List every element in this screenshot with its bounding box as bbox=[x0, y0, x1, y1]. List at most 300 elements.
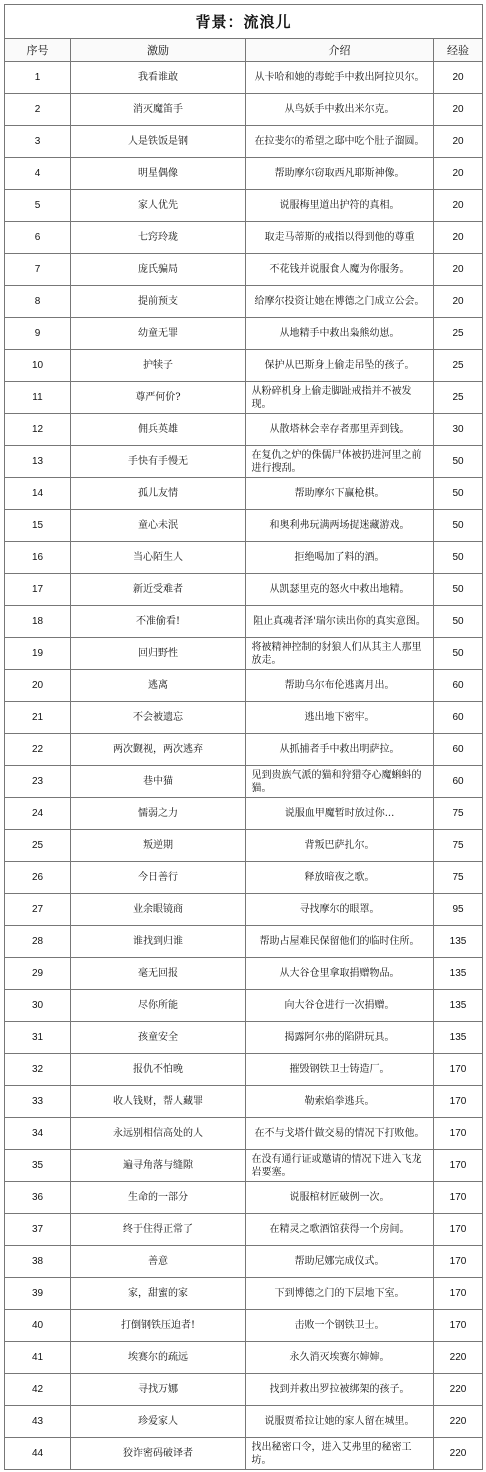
row-xp-cell bbox=[434, 958, 483, 990]
table-row bbox=[5, 510, 483, 542]
row-index: 20 bbox=[31, 680, 44, 691]
row-desc: 从地精手中救出枭熊幼崽。 bbox=[279, 328, 400, 339]
row-desc: 下到博德之门的下层地下室。 bbox=[274, 1288, 405, 1299]
row-xp: 170 bbox=[449, 1256, 467, 1267]
row-xp: 50 bbox=[452, 520, 464, 531]
row-name: 逃离 bbox=[148, 680, 168, 691]
row-name: 回归野性 bbox=[138, 648, 178, 659]
row-xp: 50 bbox=[452, 648, 464, 659]
row-xp-cell bbox=[434, 862, 483, 894]
row-name-cell bbox=[71, 798, 246, 830]
row-index-cell bbox=[5, 542, 71, 574]
row-name: 永远别相信高处的人 bbox=[113, 1128, 203, 1139]
table-row bbox=[5, 766, 483, 798]
row-name: 幼童无罪 bbox=[138, 328, 178, 339]
row-index-cell bbox=[5, 510, 71, 542]
header-name: 激励 bbox=[71, 39, 246, 62]
row-name: 毫无回报 bbox=[138, 968, 178, 979]
row-xp: 135 bbox=[449, 1000, 467, 1011]
row-xp: 220 bbox=[449, 1416, 467, 1427]
row-xp: 20 bbox=[452, 296, 464, 307]
row-desc: 从大谷仓里拿取捐赠物品。 bbox=[279, 968, 400, 979]
row-desc: 帮助乌尔布伦逃离月出。 bbox=[284, 680, 395, 691]
row-xp-cell bbox=[434, 62, 483, 94]
row-index: 29 bbox=[31, 968, 44, 979]
row-xp-cell bbox=[434, 190, 483, 222]
row-xp: 75 bbox=[452, 840, 464, 851]
row-index: 21 bbox=[31, 712, 44, 723]
row-xp: 50 bbox=[452, 616, 464, 627]
table-row bbox=[5, 1214, 483, 1246]
row-name: 不会被遗忘 bbox=[133, 712, 183, 723]
row-xp-cell bbox=[434, 1182, 483, 1214]
row-desc-cell bbox=[246, 1118, 434, 1150]
row-name: 家人优先 bbox=[138, 200, 178, 211]
row-name-cell bbox=[71, 382, 246, 414]
row-name-cell bbox=[71, 1438, 246, 1470]
row-index-cell bbox=[5, 894, 71, 926]
row-desc-cell bbox=[246, 862, 434, 894]
row-xp: 20 bbox=[452, 168, 464, 179]
row-desc: 说服梅里道出护符的真相。 bbox=[279, 200, 400, 211]
row-name: 明星偶像 bbox=[138, 168, 178, 179]
row-index-cell bbox=[5, 254, 71, 286]
row-index: 4 bbox=[34, 168, 41, 179]
row-desc-cell bbox=[246, 510, 434, 542]
table-row bbox=[5, 1182, 483, 1214]
row-xp: 75 bbox=[452, 808, 464, 819]
row-name: 终于住得正常了 bbox=[123, 1224, 193, 1235]
row-xp: 220 bbox=[449, 1448, 467, 1459]
row-name-cell bbox=[71, 606, 246, 638]
row-xp: 60 bbox=[452, 776, 464, 787]
row-name: 庞氏骗局 bbox=[138, 264, 178, 275]
row-xp: 20 bbox=[452, 200, 464, 211]
row-index-cell bbox=[5, 798, 71, 830]
row-index-cell bbox=[5, 382, 71, 414]
row-name-cell bbox=[71, 1022, 246, 1054]
row-desc-cell bbox=[246, 286, 434, 318]
table-row bbox=[5, 222, 483, 254]
row-xp-cell bbox=[434, 606, 483, 638]
row-name: 提前预支 bbox=[138, 296, 178, 307]
table-row bbox=[5, 382, 483, 414]
row-name: 七窍玲珑 bbox=[138, 232, 178, 243]
row-name-cell bbox=[71, 1214, 246, 1246]
row-index: 28 bbox=[31, 936, 44, 947]
row-xp-cell bbox=[434, 254, 483, 286]
row-index: 12 bbox=[31, 424, 44, 435]
row-name-cell bbox=[71, 1150, 246, 1182]
row-name-cell bbox=[71, 926, 246, 958]
row-index-cell bbox=[5, 638, 71, 670]
row-index: 27 bbox=[31, 904, 44, 915]
row-xp-cell bbox=[434, 94, 483, 126]
table-row bbox=[5, 94, 483, 126]
row-desc: 寻找摩尔的眼罩。 bbox=[299, 904, 380, 915]
row-xp: 25 bbox=[452, 360, 464, 371]
row-index: 37 bbox=[31, 1224, 44, 1235]
row-name: 佣兵英雄 bbox=[138, 424, 178, 435]
row-name: 我看谁敢 bbox=[138, 72, 178, 83]
row-index-cell bbox=[5, 126, 71, 158]
row-name: 遍寻角落与缝隙 bbox=[123, 1160, 193, 1171]
row-xp: 95 bbox=[452, 904, 464, 915]
row-name-cell bbox=[71, 1342, 246, 1374]
row-name-cell bbox=[71, 894, 246, 926]
row-desc-cell bbox=[246, 1022, 434, 1054]
table-row bbox=[5, 1406, 483, 1438]
row-xp-cell bbox=[434, 510, 483, 542]
row-desc: 帮助摩尔窃取西凡耶斯神像。 bbox=[274, 168, 405, 179]
table-row bbox=[5, 414, 483, 446]
row-xp-cell bbox=[434, 1438, 483, 1470]
row-desc: 给摩尔投资让她在博德之门成立公会。 bbox=[254, 296, 425, 307]
row-desc: 从散塔林会幸存者那里弄到钱。 bbox=[269, 424, 410, 435]
achievement-sheet bbox=[4, 4, 482, 1470]
table-row bbox=[5, 1054, 483, 1086]
row-xp-cell bbox=[434, 478, 483, 510]
row-desc-cell bbox=[246, 542, 434, 574]
title-row bbox=[5, 5, 483, 39]
row-desc: 说服贾希拉让她的家人留在城里。 bbox=[264, 1416, 415, 1427]
row-xp-cell bbox=[434, 1342, 483, 1374]
row-index: 9 bbox=[34, 328, 41, 339]
row-xp-cell bbox=[434, 286, 483, 318]
table-row bbox=[5, 158, 483, 190]
row-xp: 220 bbox=[449, 1352, 467, 1363]
row-index: 22 bbox=[31, 744, 44, 755]
row-index-cell bbox=[5, 1118, 71, 1150]
row-index-cell bbox=[5, 1150, 71, 1182]
row-xp-cell bbox=[434, 670, 483, 702]
row-desc-cell bbox=[246, 1182, 434, 1214]
row-xp-cell bbox=[434, 1278, 483, 1310]
row-name-cell bbox=[71, 734, 246, 766]
row-index-cell bbox=[5, 414, 71, 446]
row-xp: 135 bbox=[449, 1032, 467, 1043]
row-xp-cell bbox=[434, 1246, 483, 1278]
row-name-cell bbox=[71, 1406, 246, 1438]
row-index-cell bbox=[5, 62, 71, 94]
row-name: 护犊子 bbox=[143, 360, 173, 371]
row-xp: 170 bbox=[449, 1192, 467, 1203]
row-desc: 帮助摩尔下赢枪棋。 bbox=[294, 488, 385, 499]
table-row bbox=[5, 190, 483, 222]
table-row bbox=[5, 254, 483, 286]
table-row bbox=[5, 702, 483, 734]
row-index: 16 bbox=[31, 552, 44, 563]
row-index-cell bbox=[5, 862, 71, 894]
table-row bbox=[5, 1022, 483, 1054]
row-xp-cell bbox=[434, 350, 483, 382]
table-row bbox=[5, 638, 483, 670]
row-xp: 20 bbox=[452, 264, 464, 275]
row-xp-cell bbox=[434, 222, 483, 254]
row-index-cell bbox=[5, 702, 71, 734]
row-xp: 170 bbox=[449, 1320, 467, 1331]
row-desc-cell bbox=[246, 318, 434, 350]
row-xp-cell bbox=[434, 1214, 483, 1246]
row-xp: 20 bbox=[452, 72, 464, 83]
achievement-table bbox=[4, 4, 483, 1470]
header-xp: 经验 bbox=[434, 39, 483, 62]
row-xp: 25 bbox=[452, 392, 464, 403]
row-index: 24 bbox=[31, 808, 44, 819]
row-index: 17 bbox=[31, 584, 44, 595]
row-index: 25 bbox=[31, 840, 44, 851]
row-desc-cell bbox=[246, 1310, 434, 1342]
row-name: 收人钱财，帮人藏罪 bbox=[113, 1096, 203, 1107]
row-xp: 170 bbox=[449, 1288, 467, 1299]
row-desc-cell bbox=[246, 1150, 434, 1182]
row-xp: 50 bbox=[452, 488, 464, 499]
row-name-cell bbox=[71, 990, 246, 1022]
row-xp: 20 bbox=[452, 232, 464, 243]
row-index: 19 bbox=[31, 648, 44, 659]
table-row bbox=[5, 1086, 483, 1118]
row-name: 孤儿友情 bbox=[138, 488, 178, 499]
row-name-cell bbox=[71, 1086, 246, 1118]
table-row bbox=[5, 1150, 483, 1182]
row-index-cell bbox=[5, 1310, 71, 1342]
table-row bbox=[5, 318, 483, 350]
row-name: 懦弱之力 bbox=[138, 808, 178, 819]
row-desc-cell bbox=[246, 926, 434, 958]
row-xp: 50 bbox=[452, 584, 464, 595]
row-index: 7 bbox=[34, 264, 41, 275]
row-name-cell bbox=[71, 1118, 246, 1150]
row-desc: 在精灵之歌酒馆获得一个房间。 bbox=[269, 1224, 410, 1235]
row-xp-cell bbox=[434, 126, 483, 158]
row-name: 今日善行 bbox=[138, 872, 178, 883]
row-xp-cell bbox=[434, 766, 483, 798]
row-xp-cell bbox=[434, 446, 483, 478]
row-xp-cell bbox=[434, 414, 483, 446]
row-index-cell bbox=[5, 94, 71, 126]
row-desc: 在不与戈塔什做交易的情况下打败他。 bbox=[254, 1128, 425, 1139]
row-name-cell bbox=[71, 222, 246, 254]
table-row bbox=[5, 734, 483, 766]
row-index: 41 bbox=[31, 1352, 44, 1363]
row-index: 14 bbox=[31, 488, 44, 499]
row-desc: 在复仇之炉的侏儒尸体被扔进河里之前进行搜刮。 bbox=[251, 449, 422, 474]
row-index-cell bbox=[5, 1246, 71, 1278]
row-xp-cell bbox=[434, 638, 483, 670]
row-desc-cell bbox=[246, 670, 434, 702]
row-xp-cell bbox=[434, 1118, 483, 1150]
table-row bbox=[5, 1342, 483, 1374]
row-name: 消灭魔笛手 bbox=[133, 104, 183, 115]
row-index: 40 bbox=[31, 1320, 44, 1331]
row-desc-cell bbox=[246, 798, 434, 830]
row-name-cell bbox=[71, 1278, 246, 1310]
row-desc: 说服棺材匠破例一次。 bbox=[289, 1192, 390, 1203]
row-desc-cell bbox=[246, 158, 434, 190]
row-index-cell bbox=[5, 1342, 71, 1374]
row-name-cell bbox=[71, 62, 246, 94]
row-desc-cell bbox=[246, 1086, 434, 1118]
row-index: 13 bbox=[31, 456, 44, 467]
row-xp: 20 bbox=[452, 104, 464, 115]
table-row bbox=[5, 926, 483, 958]
row-index-cell bbox=[5, 1438, 71, 1470]
table-row bbox=[5, 1278, 483, 1310]
header-row bbox=[5, 39, 483, 62]
table-row bbox=[5, 286, 483, 318]
row-desc: 和奥利弗玩满两场捉迷藏游戏。 bbox=[269, 520, 410, 531]
row-index: 32 bbox=[31, 1064, 44, 1075]
row-index-cell bbox=[5, 286, 71, 318]
row-name-cell bbox=[71, 1182, 246, 1214]
row-xp: 60 bbox=[452, 680, 464, 691]
row-desc-cell bbox=[246, 1278, 434, 1310]
row-desc: 找出秘密口令，进入艾弗里的秘密工坊。 bbox=[251, 1441, 412, 1466]
row-xp-cell bbox=[434, 990, 483, 1022]
row-xp: 170 bbox=[449, 1160, 467, 1171]
row-name: 尊严何价? bbox=[135, 392, 181, 403]
row-desc: 向大谷仓进行一次捐赠。 bbox=[284, 1000, 395, 1011]
row-desc-cell bbox=[246, 1214, 434, 1246]
row-desc: 从凯瑟里克的怒火中救出地精。 bbox=[269, 584, 410, 595]
row-desc: 背叛巴萨扎尔。 bbox=[304, 840, 375, 851]
table-row bbox=[5, 670, 483, 702]
table-row bbox=[5, 798, 483, 830]
row-desc-cell bbox=[246, 1342, 434, 1374]
row-desc-cell bbox=[246, 478, 434, 510]
row-desc: 从抓捕者手中救出明萨拉。 bbox=[279, 744, 400, 755]
row-name: 善意 bbox=[148, 1256, 168, 1267]
table-row bbox=[5, 62, 483, 94]
row-xp: 30 bbox=[452, 424, 464, 435]
row-xp-cell bbox=[434, 830, 483, 862]
row-name-cell bbox=[71, 702, 246, 734]
row-index-cell bbox=[5, 766, 71, 798]
row-desc: 在拉斐尔的希望之邸中吃个肚子溜圆。 bbox=[254, 136, 425, 147]
row-desc-cell bbox=[246, 222, 434, 254]
row-desc: 从粉碎机身上偷走脚趾戒指并不被发现。 bbox=[251, 385, 412, 410]
row-index-cell bbox=[5, 990, 71, 1022]
row-name-cell bbox=[71, 414, 246, 446]
row-xp: 220 bbox=[449, 1384, 467, 1395]
row-name-cell bbox=[71, 1054, 246, 1086]
row-xp-cell bbox=[434, 1054, 483, 1086]
row-index-cell bbox=[5, 1086, 71, 1118]
row-desc-cell bbox=[246, 990, 434, 1022]
row-desc-cell bbox=[246, 1054, 434, 1086]
table-row bbox=[5, 862, 483, 894]
row-desc: 帮助占屋难民保留他们的临时住所。 bbox=[259, 936, 420, 947]
row-index: 6 bbox=[34, 232, 41, 243]
row-desc: 保护从巴斯身上偷走吊坠的孩子。 bbox=[264, 360, 415, 371]
row-name: 打倒钢铁压迫者! bbox=[120, 1320, 196, 1331]
row-desc: 永久消灭埃赛尔婶婶。 bbox=[289, 1352, 390, 1363]
row-desc: 找到并救出罗拉被绑架的孩子。 bbox=[269, 1384, 410, 1395]
row-name: 童心未泯 bbox=[138, 520, 178, 531]
row-name-cell bbox=[71, 254, 246, 286]
row-desc-cell bbox=[246, 1438, 434, 1470]
row-index: 2 bbox=[34, 104, 41, 115]
row-xp-cell bbox=[434, 798, 483, 830]
row-index-cell bbox=[5, 1214, 71, 1246]
row-name: 新近受难者 bbox=[133, 584, 183, 595]
row-index-cell bbox=[5, 1406, 71, 1438]
row-index: 39 bbox=[31, 1288, 44, 1299]
row-desc: 从卡哈和她的毒蛇手中救出阿拉贝尔。 bbox=[254, 72, 425, 83]
row-name: 业余眼镜商 bbox=[133, 904, 183, 915]
row-index: 31 bbox=[31, 1032, 44, 1043]
row-xp: 25 bbox=[452, 328, 464, 339]
row-desc: 拒绝喝加了料的酒。 bbox=[294, 552, 385, 563]
row-index: 44 bbox=[31, 1448, 44, 1459]
row-xp: 135 bbox=[449, 968, 467, 979]
row-index: 34 bbox=[31, 1128, 44, 1139]
row-xp: 170 bbox=[449, 1224, 467, 1235]
row-name-cell bbox=[71, 958, 246, 990]
table-body bbox=[5, 62, 483, 1470]
row-name: 寻找万娜 bbox=[138, 1384, 178, 1395]
row-index-cell bbox=[5, 222, 71, 254]
row-xp-cell bbox=[434, 574, 483, 606]
row-name-cell bbox=[71, 318, 246, 350]
row-index: 10 bbox=[31, 360, 44, 371]
row-xp-cell bbox=[434, 158, 483, 190]
row-desc: 释放暗夜之歌。 bbox=[304, 872, 375, 883]
header-desc: 介绍 bbox=[246, 39, 434, 62]
row-index-cell bbox=[5, 158, 71, 190]
table-title: 背景：流浪儿 bbox=[5, 5, 483, 39]
row-name: 手快有手慢无 bbox=[128, 456, 188, 467]
row-xp-cell bbox=[434, 926, 483, 958]
row-xp-cell bbox=[434, 1022, 483, 1054]
row-index: 5 bbox=[34, 200, 41, 211]
row-xp-cell bbox=[434, 1150, 483, 1182]
row-index-cell bbox=[5, 478, 71, 510]
row-desc: 在没有通行证或邀请的情况下进入飞龙岩要塞。 bbox=[251, 1153, 422, 1178]
row-name: 巷中猫 bbox=[143, 776, 173, 787]
table-row bbox=[5, 478, 483, 510]
row-desc-cell bbox=[246, 958, 434, 990]
row-name-cell bbox=[71, 862, 246, 894]
row-index: 43 bbox=[31, 1416, 44, 1427]
table-row bbox=[5, 606, 483, 638]
row-index-cell bbox=[5, 958, 71, 990]
row-desc: 从鸟妖手中救出米尔克。 bbox=[284, 104, 395, 115]
row-desc: 将被精神控制的豺狼人们从其主人那里放走。 bbox=[251, 641, 422, 666]
row-desc-cell bbox=[246, 702, 434, 734]
row-xp-cell bbox=[434, 1086, 483, 1118]
row-name: 埃赛尔的疏远 bbox=[128, 1352, 188, 1363]
row-name-cell bbox=[71, 638, 246, 670]
row-name: 叛逆期 bbox=[143, 840, 173, 851]
row-desc: 击败一个钢铁卫士。 bbox=[294, 1320, 385, 1331]
row-name-cell bbox=[71, 574, 246, 606]
row-name: 不准偷看! bbox=[135, 616, 181, 627]
row-index-cell bbox=[5, 350, 71, 382]
row-index-cell bbox=[5, 670, 71, 702]
row-xp: 170 bbox=[449, 1064, 467, 1075]
header-index: 序号 bbox=[5, 39, 71, 62]
row-desc-cell bbox=[246, 94, 434, 126]
row-index-cell bbox=[5, 1374, 71, 1406]
row-xp: 170 bbox=[449, 1096, 467, 1107]
row-xp-cell bbox=[434, 1310, 483, 1342]
row-name-cell bbox=[71, 350, 246, 382]
row-desc: 不花钱并说服食人魔为你服务。 bbox=[269, 264, 410, 275]
row-index: 42 bbox=[31, 1384, 44, 1395]
row-index-cell bbox=[5, 926, 71, 958]
row-index: 18 bbox=[31, 616, 44, 627]
